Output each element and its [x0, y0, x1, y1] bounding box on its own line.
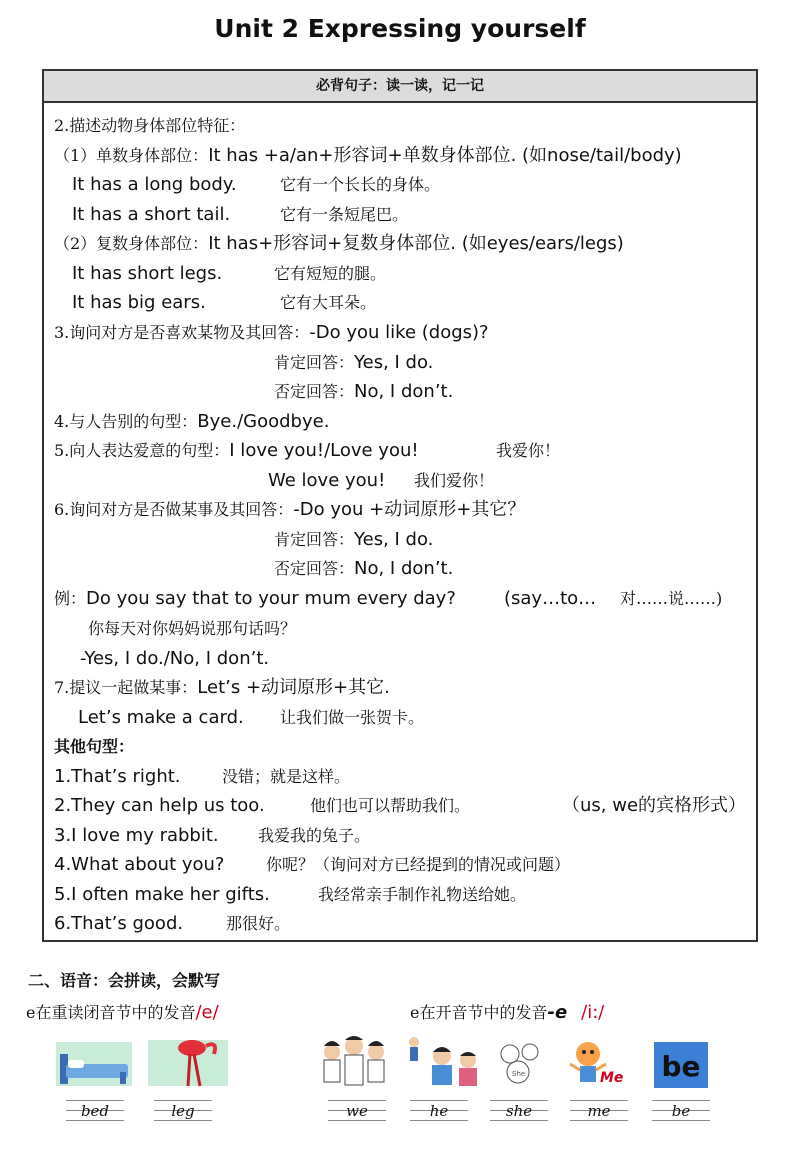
- long-e-label: [410, 1000, 604, 1023]
- other-6: 6.That’s good.: [54, 913, 184, 934]
- me-picture: [562, 1036, 630, 1088]
- key-sentences-box: [42, 69, 758, 942]
- other-2-zh: 他们也可以帮助我们。: [310, 796, 471, 815]
- other-patterns-heading: 其他句型：: [54, 737, 135, 756]
- long-e-text: e在开音节中的发音: [410, 1003, 548, 1022]
- box-header: 必背句子：读一读，记一记: [44, 71, 756, 103]
- line-plural: [54, 233, 624, 255]
- line-negative-1: [274, 381, 453, 403]
- example-short-tail: It has a short tail.: [72, 204, 231, 225]
- word-be: be: [671, 1102, 691, 1120]
- be-picture-tag: be: [661, 1050, 701, 1083]
- love-text: I love you!/Love you!: [229, 440, 419, 461]
- lets-label: 7.提议一起做某事：: [54, 678, 198, 697]
- line-singular: [54, 145, 682, 167]
- line-ask-like: [54, 322, 489, 344]
- she-picture-tag: She: [512, 1070, 526, 1078]
- example-label: 例：: [54, 589, 87, 608]
- word-she: she: [505, 1102, 533, 1120]
- example-short-legs-zh: 它有短短的腿。: [274, 264, 387, 283]
- be-picture: [654, 1042, 708, 1088]
- write-line-me: [570, 1100, 628, 1122]
- negative-answer-2: No, I don’t.: [354, 558, 454, 579]
- love-label: 5.向人表达爱意的句型：: [54, 441, 230, 460]
- ask-do-label: 6.询问对方是否做某事及其回答：: [54, 500, 294, 519]
- line-lets: [54, 677, 390, 699]
- lets-example-zh: 让我们做一张贺卡。: [280, 708, 425, 727]
- bed-picture: [56, 1040, 132, 1088]
- example-short-tail-zh: 它有一条短尾巴。: [280, 205, 409, 224]
- phonics-heading: 二、语音：会拼读，会默写: [28, 971, 221, 990]
- we-love-you-zh: 我们爱你！: [414, 471, 495, 490]
- we-love-you: We love you!: [268, 470, 386, 491]
- we-picture: [316, 1034, 392, 1088]
- word-leg: leg: [171, 1102, 195, 1120]
- example-translation: 你每天对你妈妈说那句话吗？: [88, 619, 297, 638]
- other-2-note: （us, we的宾格形式）: [562, 795, 747, 816]
- example-big-ears-zh: 它有大耳朵。: [280, 293, 377, 312]
- line-plural-label: （2）复数身体部位：: [54, 234, 209, 253]
- write-line-he: [410, 1100, 468, 1122]
- other-5-zh: 我经常亲手制作礼物送给她。: [318, 885, 527, 904]
- line-ask-do: [54, 499, 525, 521]
- positive-label-2: 肯定回答：: [274, 530, 355, 549]
- short-e-sound: /e/: [195, 1002, 219, 1023]
- other-2: 2.They can help us too.: [54, 795, 265, 816]
- line-positive-1: [274, 352, 433, 374]
- short-e-label: [26, 1000, 219, 1023]
- other-4: 4.What about you?: [54, 854, 225, 875]
- write-line-she: [490, 1100, 548, 1122]
- page-title: Unit 2 Expressing yourself: [214, 14, 586, 43]
- word-me: me: [587, 1102, 611, 1120]
- me-picture-tag: Me: [600, 1070, 624, 1086]
- word-he: he: [429, 1102, 449, 1120]
- write-line-we: [328, 1100, 386, 1122]
- long-e-letter: -e: [547, 1002, 568, 1023]
- line-negative-2: [274, 558, 453, 580]
- example-long-body: It has a long body.: [72, 174, 237, 195]
- example-big-ears: It has big ears.: [72, 292, 206, 313]
- positive-label-1: 肯定回答：: [274, 353, 355, 372]
- goodbye-text: Bye./Goodbye.: [197, 411, 330, 432]
- goodbye-label: 4.与人告别的句型：: [54, 412, 198, 431]
- line-positive-2: [274, 529, 433, 551]
- write-line-leg: [154, 1100, 212, 1122]
- line-singular-pattern: It has +a/an+形容词+单数身体部位. (如nose/tail/body): [208, 145, 682, 166]
- word-bed: bed: [80, 1102, 110, 1120]
- line-love: [54, 440, 419, 462]
- line-example: [54, 588, 456, 610]
- lets-example: Let’s make a card.: [78, 707, 244, 728]
- lets-pattern: Let’s +动词原形+其它.: [197, 677, 390, 698]
- love-zh: 我爱你！: [496, 441, 561, 460]
- negative-answer-1: No, I don’t.: [354, 381, 454, 402]
- example-note: (say…to…: [504, 588, 597, 609]
- example-note-zh: 对……说……): [620, 589, 723, 608]
- other-1: 1.That’s right.: [54, 766, 181, 787]
- he-picture: [402, 1034, 486, 1088]
- long-e-sound: /i:/: [581, 1002, 605, 1023]
- other-3-zh: 我爱我的兔子。: [258, 826, 371, 845]
- line-plural-pattern: It has+形容词+复数身体部位. (如eyes/ears/legs): [208, 233, 624, 254]
- write-line-be: [652, 1100, 710, 1122]
- word-we: we: [346, 1102, 368, 1120]
- example-answer: -Yes, I do./No, I don’t.: [80, 648, 270, 669]
- leg-picture: [148, 1034, 228, 1088]
- short-e-text: e在重读闭音节中的发音: [26, 1003, 196, 1022]
- other-4-zh: 你呢？（询问对方已经提到的情况或问题）: [266, 855, 571, 874]
- line-ask-like-question: -Do you like (dogs)?: [309, 322, 489, 343]
- line-body-parts: 2.描述动物身体部位特征：: [54, 116, 246, 135]
- negative-label-2: 否定回答：: [274, 559, 355, 578]
- other-1-zh: 没错；就是这样。: [222, 767, 351, 786]
- other-5: 5.I often make her gifts.: [54, 884, 270, 905]
- example-short-legs: It has short legs.: [72, 263, 223, 284]
- she-picture: [496, 1040, 546, 1088]
- line-ask-like-label: 3.询问对方是否喜欢某物及其回答：: [54, 323, 310, 342]
- write-line-bed: [66, 1100, 124, 1122]
- positive-answer-2: Yes, I do.: [354, 529, 434, 550]
- line-goodbye: [54, 411, 329, 433]
- other-6-zh: 那很好。: [226, 914, 291, 933]
- ask-do-pattern: -Do you +动词原形+其它？: [293, 499, 526, 520]
- other-3: 3.I love my rabbit.: [54, 825, 219, 846]
- negative-label-1: 否定回答：: [274, 382, 355, 401]
- positive-answer-1: Yes, I do.: [354, 352, 434, 373]
- line-singular-label: （1）单数身体部位：: [54, 146, 209, 165]
- example-long-body-zh: 它有一个长长的身体。: [280, 175, 441, 194]
- example-question: Do you say that to your mum every day?: [86, 588, 456, 609]
